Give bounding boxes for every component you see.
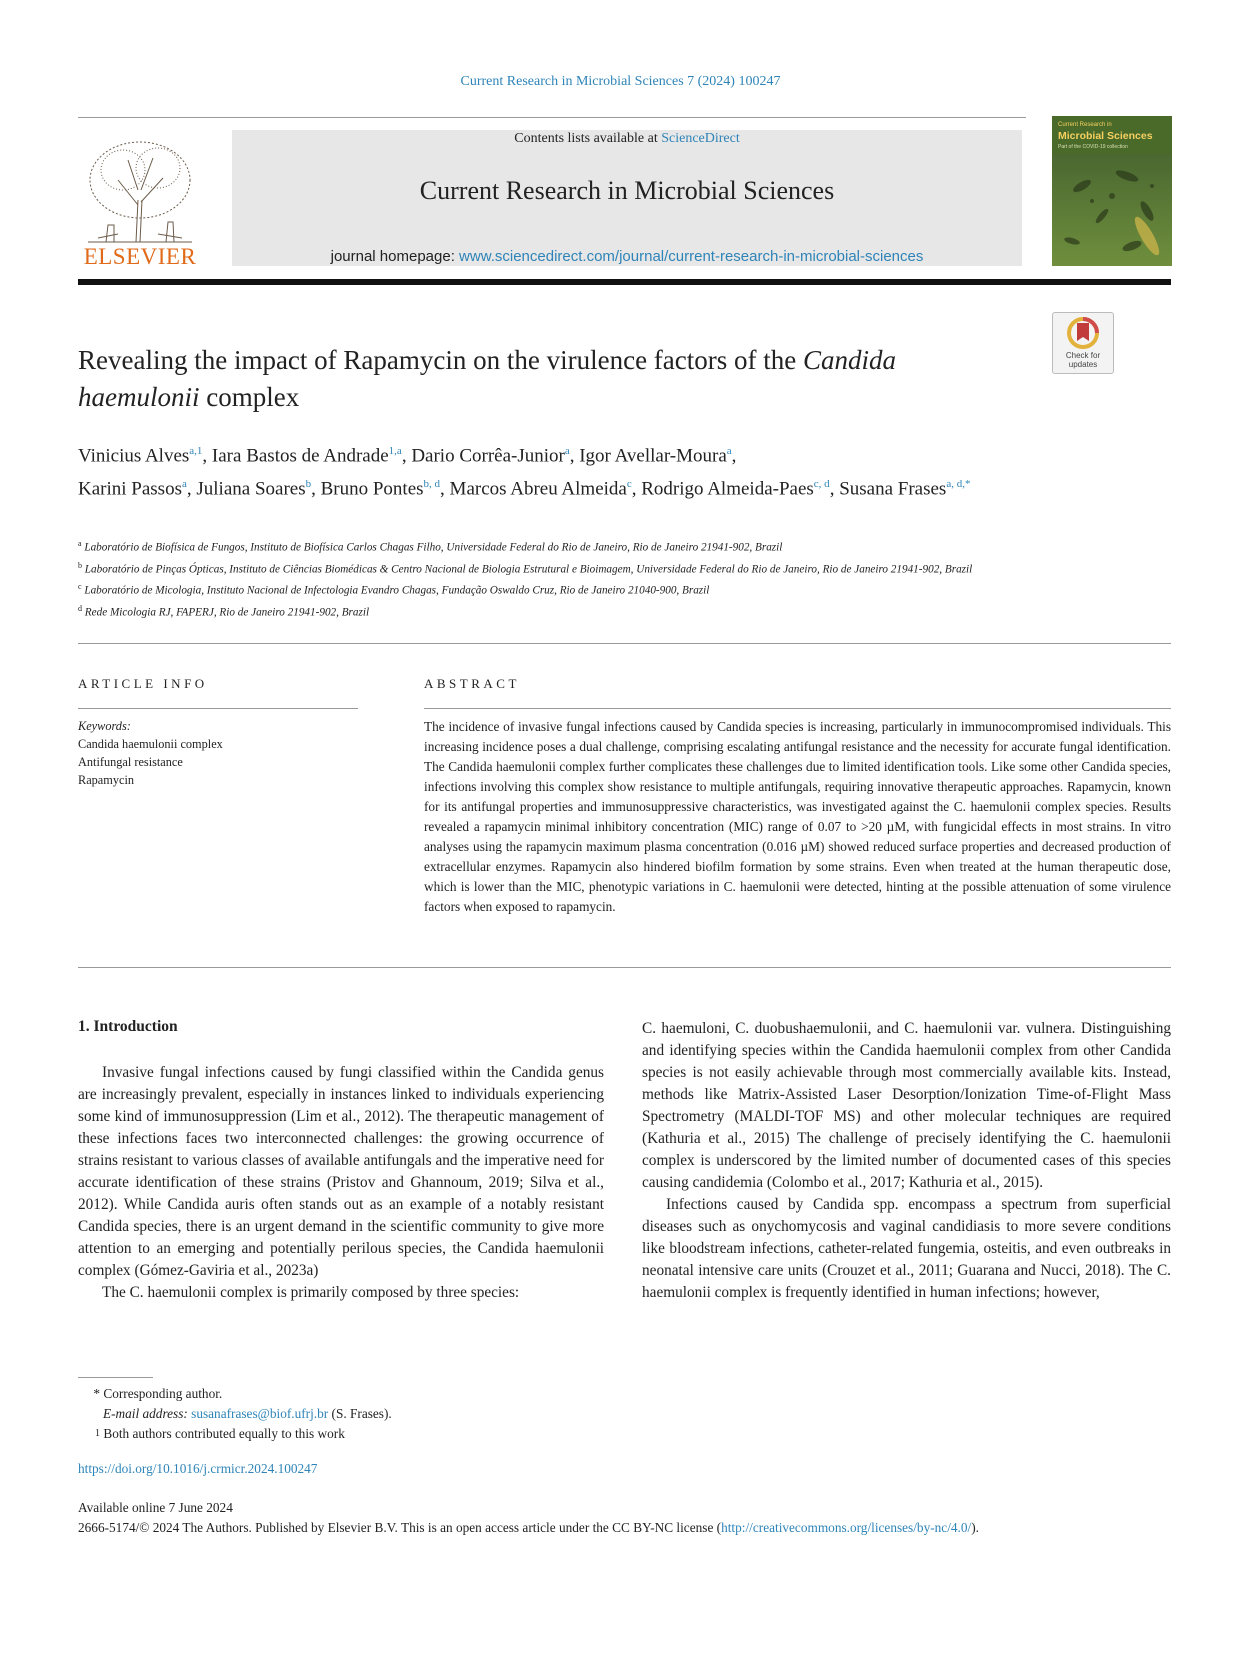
publisher-name: ELSEVIER <box>83 244 197 269</box>
author-name[interactable]: Susana Frases <box>839 478 947 500</box>
license-suffix: ). <box>971 1520 979 1535</box>
sciencedirect-link[interactable]: ScienceDirect <box>661 131 740 146</box>
homepage-line <box>232 248 1022 265</box>
author-name[interactable]: Marcos Abreu Almeida <box>449 478 627 500</box>
email-suffix: (S. Frases). <box>331 1406 392 1421</box>
author-name[interactable]: Bruno Pontes <box>320 478 424 500</box>
affiliation-item <box>78 557 1038 579</box>
license-link[interactable]: http://creativecommons.org/licenses/by-nc/4.0/ <box>721 1520 972 1535</box>
available-online: Available online 7 June 2024 <box>78 1500 233 1515</box>
keywords-label: Keywords: <box>78 719 131 733</box>
author-name[interactable]: Igor Avellar-Moura <box>579 445 727 467</box>
author-separator: , <box>631 478 642 500</box>
affiliation-text: Laboratório de Micologia, Instituto Nacional de Infectologia Evandro Chagas, Fundação Oswaldo Cruz, Rio de Janeiro 21040-900, Brazil <box>84 585 710 598</box>
author-affiliation-mark[interactable]: a <box>564 445 570 457</box>
homepage-prefix: journal homepage: <box>330 248 460 265</box>
footnote-mark: * <box>93 1386 100 1401</box>
affiliation-key: a <box>78 539 82 548</box>
footnote-email <box>78 1404 678 1424</box>
cover-title: Microbial Sciences <box>1058 130 1153 142</box>
header-thick-rule <box>78 279 1171 285</box>
email-link[interactable]: susanafrases@biof.ufrj.br <box>191 1406 329 1421</box>
author-affiliation-mark[interactable]: a,1 <box>189 445 203 457</box>
author-affiliation-mark[interactable]: a <box>181 478 187 491</box>
author-list <box>78 437 1038 504</box>
check-updates-label: Check for updates <box>1065 351 1101 369</box>
affiliation-text: Rede Micologia RJ, FAPERJ, Rio de Janeiro 21941-902, Brazil <box>84 606 370 619</box>
info-rule <box>78 708 358 709</box>
section-rule <box>78 643 1171 644</box>
author-affiliation-mark[interactable]: a <box>726 445 732 457</box>
affiliation-item <box>78 535 1038 557</box>
footnote-rule <box>78 1377 153 1378</box>
author-affiliation-mark[interactable]: 1,a <box>388 445 402 457</box>
author-name[interactable]: Iara Bastos de Andrade <box>211 445 389 467</box>
author-separator: , <box>731 445 737 467</box>
title-end: complex <box>199 382 300 412</box>
body-column-left <box>78 1062 604 1304</box>
author-name[interactable]: Karini Passos <box>78 478 182 500</box>
footnote-corresponding <box>78 1384 678 1404</box>
check-for-updates-button[interactable] <box>1052 312 1114 374</box>
abstract-text: The incidence of invasive fungal infections caused by Candida species is increasing, particularly in immunocompromised individuals. This increasing incidence poses a dual challenge, comprising escalating antifungal resistance and the necessity for accurate fungal identification. The Candida haemulonii complex further complicates these challenges due to limited identification tools. Like some other Candida species, infections involving this complex show resistance to multiple antifungals, requiring innovative therapeutic approaches. Rapamycin, known for its antifungal properties and immunosuppressive characteristics, was investigated against the C. haemulonii complex species. Results revealed a rapamycin minimal inhibitory concentration (MIC) range of 0.07 to >20 µM, with fungicidal effects in most strains. In vitro analyses using the rapamycin maximum plasma concentration (0.016 µM) showed reduced surface properties and decreased production of extracellular enzymes. Rapamycin also hindered biofilm formation by some strains. Even when treated at the human therapeutic dose, which is lower than the MIC, phenotypic variations in C. haemulonii were detected, hinting at the possible attenuation of some virulence factors when exposed to rapamycin. <box>424 719 1171 914</box>
keyword-item[interactable]: Rapamycin <box>78 773 135 787</box>
author-separator: , <box>401 445 412 467</box>
keyword-item[interactable]: Candida haemulonii complex <box>78 737 223 751</box>
author-affiliation-mark[interactable]: b, d <box>423 478 441 491</box>
author-separator: , <box>202 445 212 467</box>
body-paragraph: C. haemuloni, C. duobushaemulonii, and C. haemulonii var. vulnera. Distinguishing and identifying species within the Candida haemulonii complex from other Candida species is not easily achievable through most commercially available kits. Instead, methods like Matrix-Assisted Laser Desorption/Ionization Time-of-Flight Mass Spectrometry (MALDI-TOF MS) and other molecular techniques are required (Kathuria et al., 2015) The challenge of precisely identifying the C. haemulonii complex is underscored by the limited number of documented cases of this species causing candidemia (Colombo et al., 2017; Kathuria et al., 2015). <box>642 1020 1171 1191</box>
footnote-mark: 1 <box>95 1428 100 1439</box>
license-prefix: 2666-5174/© 2024 The Authors. Published by Elsevier B.V. This is an open access article under the CC BY-NC license ( <box>78 1520 722 1535</box>
author-name[interactable]: Vinicius Alves <box>78 445 190 467</box>
running-head[interactable]: Current Research in Microbial Sciences 7 (2024) 100247 <box>460 74 781 89</box>
article-info-heading: ARTICLE INFO <box>78 676 208 691</box>
title-italic-genus: Candida <box>803 345 897 375</box>
author-affiliation-mark[interactable]: a, d,* <box>946 478 971 491</box>
affiliation-text: Laboratório de Biofísica de Fungos, Instituto de Biofísica Carlos Chagas Filho, Universidade Federal do Rio de Janeiro, Rio de Janeiro 21941-902, Brazil <box>84 541 783 554</box>
author-affiliation-mark[interactable]: c <box>626 478 632 491</box>
abstract-heading: ABSTRACT <box>424 676 520 691</box>
title-plain: Revealing the impact of Rapamycin on the virulence factors of the <box>78 345 803 375</box>
email-label: E-mail address: <box>103 1406 188 1421</box>
header-rule <box>78 117 1026 118</box>
doi-link[interactable]: https://doi.org/10.1016/j.crmicr.2024.100247 <box>78 1461 318 1476</box>
body-paragraph: Invasive fungal infections caused by fungi classified within the Candida genus are increasingly prevalent, especially in instances linked to individuals experiencing some kind of immunosuppression (Lim et al., 2012). The therapeutic management of these infections faces two interconnected challenges: the growing occurrence of strains resistant to various classes of available antifungals and the imperative need for accurate identification of these strains (Pristov and Ghannoum, 2019; Silva et al., 2012). While Candida auris often stands out as an example of a notably resistant Candida species, there is an urgent demand in the scientific community to give more attention to an emerging and potentially perilous species, the Candida haemulonii complex (Gómez-Gaviria et al., 2023a) <box>78 1064 604 1279</box>
license-line <box>78 1518 1171 1538</box>
bookmark-icon <box>1053 313 1113 353</box>
section-title: 1. Introduction <box>78 1018 178 1035</box>
contents-prefix: Contents lists available at <box>514 131 662 146</box>
journal-title: Current Research in Microbial Sciences <box>419 176 835 205</box>
keywords-block <box>78 717 358 789</box>
affiliation-key: b <box>78 560 82 570</box>
cover-title-small: Current Research in <box>1058 122 1112 128</box>
author-separator: , <box>829 478 840 500</box>
affiliation-item <box>78 578 1038 600</box>
footnote-text: Corresponding author. <box>103 1386 223 1401</box>
affiliations <box>78 535 1038 622</box>
footnote-text: Both authors contributed equally to this work <box>103 1426 345 1441</box>
journal-cover[interactable] <box>1052 116 1172 266</box>
author-name[interactable]: Dario Corrêa-Junior <box>411 445 565 467</box>
author-affiliation-mark[interactable]: c, d <box>813 478 830 491</box>
author-separator: , <box>186 478 197 500</box>
body-paragraph: The C. haemulonii complex is primarily composed by three species: <box>102 1284 520 1301</box>
body-column-right <box>642 1018 1171 1304</box>
footnotes <box>78 1384 678 1444</box>
affiliation-key: c <box>78 582 82 592</box>
contents-line <box>232 131 1022 147</box>
author-name[interactable]: Juliana Soares <box>196 478 306 500</box>
affiliation-item <box>78 600 1038 622</box>
title-italic-species: haemulonii <box>78 382 200 412</box>
author-separator: , <box>440 478 450 500</box>
keyword-item[interactable]: Antifungal resistance <box>78 755 183 769</box>
author-affiliation-mark[interactable]: b <box>305 478 312 491</box>
article-title <box>78 342 1038 416</box>
author-separator: , <box>569 445 580 467</box>
author-separator: , <box>311 478 321 500</box>
affiliation-text: Laboratório de Pinças Ópticas, Instituto de Ciências Biomédicas & Centro Nacional de Biologia Estrutural e Bioimagem, Universidade Federal do Rio de Janeiro, Rio de Janeiro 21941-902, Brazil <box>84 563 973 576</box>
abstract-rule <box>424 708 1171 709</box>
section-rule <box>78 967 1171 968</box>
elsevier-logo[interactable] <box>78 130 202 270</box>
footnote-1 <box>78 1424 678 1444</box>
cover-subtitle: Part of the COVID-19 collection <box>1058 144 1128 150</box>
body-paragraph: Infections caused by Candida spp. encompass a spectrum from superficial diseases such as onychomycosis and vaginal candidiasis to more severe conditions like bloodstream infections, catheter-related fungemia, osteitis, and even outbreaks in neonatal intensive care units (Crouzet et al., 2011; Guarana and Nucci, 2018). The C. haemulonii complex is frequently identified in human infections; however, <box>642 1196 1171 1301</box>
affiliation-key: d <box>78 604 82 614</box>
homepage-link[interactable]: www.sciencedirect.com/journal/current-research-in-microbial-sciences <box>459 248 924 265</box>
author-name[interactable]: Rodrigo Almeida-Paes <box>641 478 814 500</box>
